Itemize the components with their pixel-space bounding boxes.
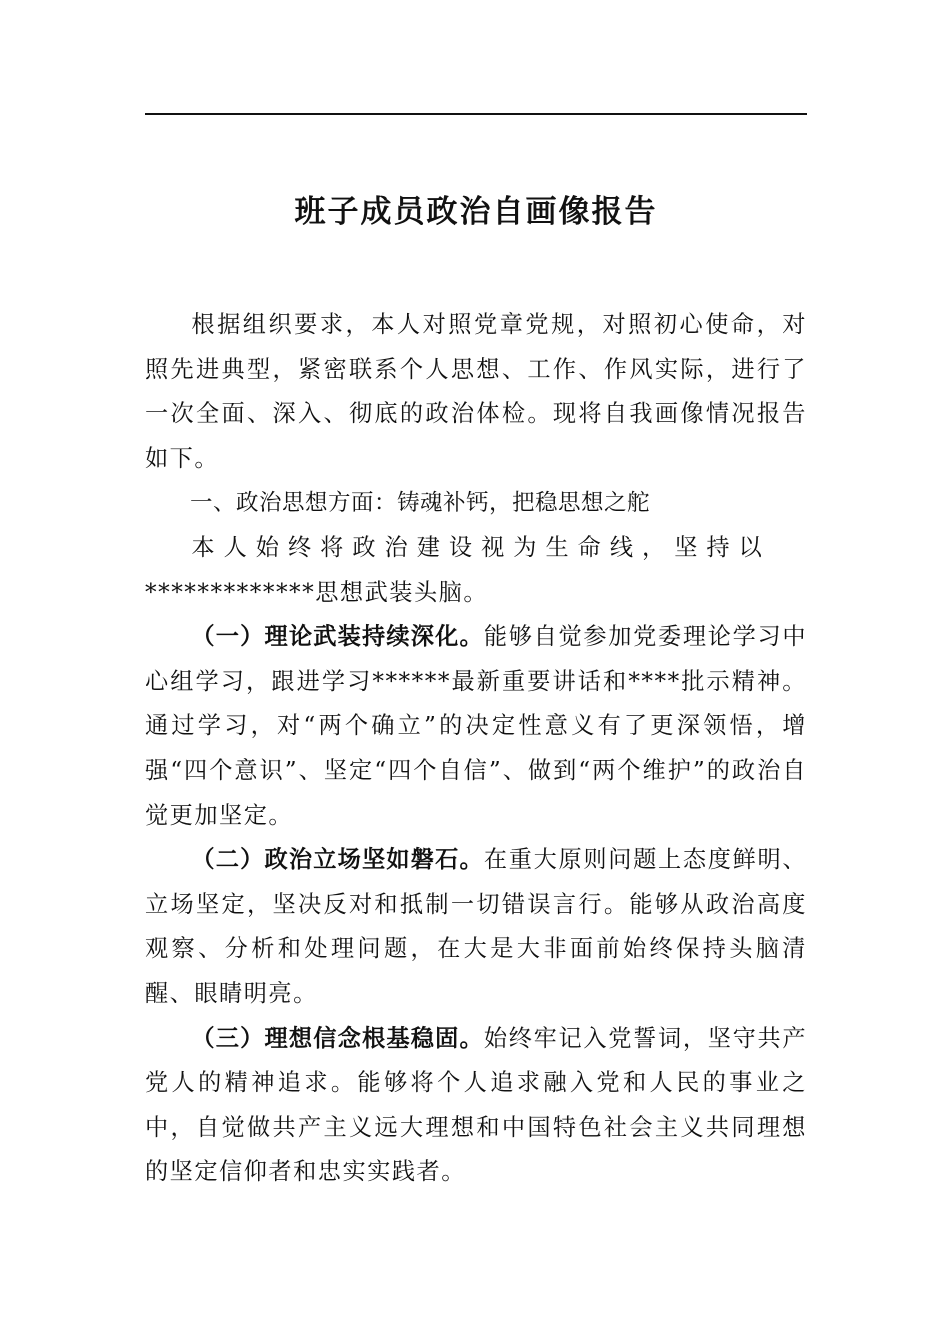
document-body: [145, 303, 807, 1195]
item-ideals-belief: [145, 1017, 807, 1195]
item-ideals-belief-body: 始终牢记入党誓词，坚守共产党人的精神追求。能够将个人追求融入党和人民的事业之中，自觉做共产主义远大理想和中国特色社会主义共同理想的坚定信仰者和忠实实践者。: [145, 1024, 808, 1186]
item-theory-arming: [145, 615, 807, 838]
intro-paragraph: 根据组织要求，本人对照党章党规，对照初心使命，对照先进典型，紧密联系个人思想、工作、作风实际，进行了一次全面、深入、彻底的政治体检。现将自我画像情况报告如下。: [145, 311, 807, 472]
item-theory-arming-lead: （一）理论武装持续深化。: [191, 623, 484, 651]
section-intro-line-1: 本人始终将政治建设视为生命线，坚持以: [191, 533, 771, 561]
item-political-stance-lead: （二）政治立场坚如磐石。: [191, 846, 484, 874]
header-rule: [145, 113, 807, 115]
item-theory-arming-body: 能够自觉参加党委理论学习中心组学习，跟进学习******最新重要讲话和****批示精神。通过学习，对“两个确立”的决定性意义有了更深领悟，增强“四个意识”、坚定“四个自信”、做到“两个维护”的政治自觉更加坚定。: [145, 623, 808, 829]
item-political-stance-body: 在重大原则问题上态度鲜明、立场坚定，坚决反对和抵制一切错误言行。能够从政治高度观察、分析和处理问题，在大是大非面前始终保持头脑清醒、眼睛明亮。: [145, 846, 808, 1007]
item-political-stance: [145, 838, 807, 1016]
item-ideals-belief-lead: （三）理想信念根基稳固。: [191, 1024, 484, 1052]
section-intro-line-2: *************思想武装头脑。: [145, 578, 489, 606]
page-title: 班子成员政治自画像报告: [294, 194, 658, 230]
section-heading-political-thought: 一、政治思想方面：铸魂补钙，把稳思想之舵: [190, 490, 651, 517]
